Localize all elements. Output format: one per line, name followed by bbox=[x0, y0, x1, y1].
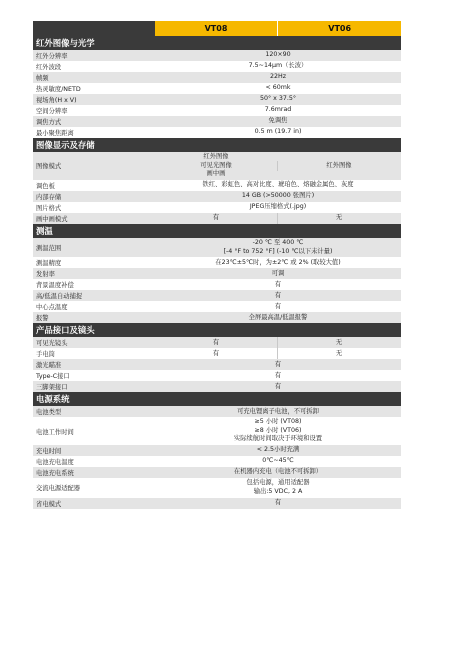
table-row bbox=[33, 417, 401, 445]
table-row bbox=[33, 61, 401, 72]
table-row bbox=[33, 301, 401, 312]
row-value: 可充电锂离子电池，不可拆卸 bbox=[237, 407, 319, 415]
row-value: JPEG压缩格式(.jpg) bbox=[249, 203, 307, 211]
row-label: 高/低温自动捕捉 bbox=[36, 293, 83, 301]
row-value: 7.5~14μm（长波） bbox=[248, 62, 308, 70]
row-label: 图像模式 bbox=[36, 163, 62, 171]
row-value: 有 bbox=[274, 291, 282, 299]
row-value: 有 bbox=[274, 498, 282, 506]
header-model-vt08: VT08 bbox=[155, 21, 278, 36]
header-model-vt06: VT06 bbox=[277, 21, 401, 36]
row-value: 有 bbox=[274, 302, 282, 310]
table-row bbox=[33, 152, 401, 180]
table-body bbox=[33, 36, 401, 509]
row-label: 内部存储 bbox=[36, 193, 62, 201]
row-label: 测温精度 bbox=[36, 260, 62, 268]
row-label: 视场角(H x V) bbox=[36, 97, 77, 104]
section-title: 测温 bbox=[33, 224, 401, 238]
row-value: 有 bbox=[274, 371, 282, 379]
row-label: 空间分辨率 bbox=[36, 108, 68, 115]
row-value: 全屏最高温/低温报警 bbox=[248, 313, 308, 321]
section-title: 图像显示及存储 bbox=[33, 138, 401, 152]
row-label: 热灵敏度/NETD bbox=[36, 86, 81, 93]
row-label: 图片格式 bbox=[36, 204, 62, 212]
row-label: 手电筒 bbox=[36, 351, 55, 359]
row-label: 背景温度补偿 bbox=[36, 282, 74, 290]
row-value-vt06: 无 bbox=[277, 337, 400, 348]
table-row bbox=[33, 279, 401, 290]
row-value: 22Hz bbox=[269, 73, 287, 81]
table-row bbox=[33, 72, 401, 83]
section-title: 产品接口及镜头 bbox=[33, 323, 401, 337]
table-row bbox=[33, 105, 401, 116]
row-label: Type-C接口 bbox=[36, 373, 70, 381]
table-row bbox=[33, 213, 401, 224]
row-label: 发射率 bbox=[36, 271, 55, 279]
row-value: 包括电源，通用适配器 输出:5 VDC, 2 A bbox=[246, 479, 310, 495]
row-value-vt08: 有 bbox=[212, 349, 220, 357]
table-row bbox=[33, 268, 401, 279]
row-value-vt06: 无 bbox=[277, 213, 400, 224]
row-label: 调焦方式 bbox=[36, 119, 62, 126]
row-value: 有 bbox=[274, 280, 282, 288]
row-label: 电池充电温度 bbox=[36, 459, 74, 467]
row-label: 帧频 bbox=[36, 75, 49, 82]
row-label: 充电时间 bbox=[36, 448, 62, 456]
row-value: 在23℃±5℃时，为±2℃ 或 2% (取较大值) bbox=[215, 258, 341, 266]
row-value: 0℃~45℃ bbox=[262, 457, 294, 465]
table-row bbox=[33, 478, 401, 497]
row-label: 可见光镜头 bbox=[36, 340, 68, 348]
row-value: 在机器内充电（电池不可拆卸） bbox=[233, 468, 323, 476]
table-row bbox=[33, 312, 401, 323]
header-blank-cell bbox=[33, 21, 155, 36]
row-value: < 60mk bbox=[265, 84, 291, 92]
row-value-vt08: 有 bbox=[212, 338, 220, 346]
row-label: 画中画模式 bbox=[36, 215, 68, 223]
row-value: 120×90 bbox=[265, 51, 291, 59]
table-row bbox=[33, 50, 401, 61]
row-value: 免调焦 bbox=[268, 117, 288, 125]
row-label: 省电模式 bbox=[36, 500, 62, 508]
row-label: 激光瞄准 bbox=[36, 362, 62, 370]
row-label: 红外波段 bbox=[36, 64, 62, 71]
row-value: 7.6mrad bbox=[264, 106, 292, 114]
row-value: -20 ℃ 至 400 ℃ [-4 °F to 752 °F] (-10 ℃以下未计量) bbox=[223, 239, 333, 255]
table-row bbox=[33, 180, 401, 191]
table-row bbox=[33, 127, 401, 138]
row-value: 50° x 37.5° bbox=[259, 95, 297, 103]
row-label: 红外分辨率 bbox=[36, 53, 68, 60]
row-value: ≥5 小时 (VT08) ≥8 小时 (VT06) 实际续航时间取决于环境和设置 bbox=[233, 418, 323, 443]
spec-table bbox=[33, 21, 401, 509]
row-value-vt06: 红外图像 bbox=[277, 161, 400, 172]
row-label: 电池类型 bbox=[36, 409, 62, 417]
table-row bbox=[33, 238, 401, 257]
section-title: 电源系统 bbox=[33, 392, 401, 406]
row-label: 报警 bbox=[36, 315, 49, 323]
row-value: 14 GB (>50000 张图片) bbox=[241, 192, 315, 200]
row-value: 有 bbox=[274, 360, 282, 368]
row-value: 0.5 m (19.7 in) bbox=[254, 128, 302, 136]
row-value: < 2.5小时充满 bbox=[256, 446, 300, 454]
row-value: 有 bbox=[274, 382, 282, 390]
table-row bbox=[33, 257, 401, 268]
row-label: 调色板 bbox=[36, 182, 55, 190]
table-row bbox=[33, 498, 401, 509]
row-label: 交流电源适配器 bbox=[36, 485, 81, 493]
table-row bbox=[33, 359, 401, 370]
row-label: 中心点温度 bbox=[36, 304, 68, 312]
table-row bbox=[33, 370, 401, 381]
table-row bbox=[33, 202, 401, 213]
row-value: 铁红、彩虹色、高对比度、琥珀色、熔融金属色、灰度 bbox=[202, 181, 354, 189]
row-value-vt08: 有 bbox=[212, 214, 220, 222]
row-value-vt06: 无 bbox=[277, 348, 400, 359]
section-title: 红外图像与光学 bbox=[33, 36, 401, 50]
row-value: 可调 bbox=[271, 269, 285, 277]
row-label: 电池工作时间 bbox=[36, 428, 74, 436]
table-row bbox=[33, 467, 401, 478]
row-label: 测温范围 bbox=[36, 245, 62, 253]
table-header bbox=[33, 21, 401, 36]
table-row bbox=[33, 337, 401, 348]
row-label: 最小聚焦距离 bbox=[36, 130, 74, 137]
table-row bbox=[33, 445, 401, 456]
table-row bbox=[33, 94, 401, 105]
table-row bbox=[33, 348, 401, 359]
table-row bbox=[33, 116, 401, 127]
table-row bbox=[33, 191, 401, 202]
table-row bbox=[33, 381, 401, 392]
table-row bbox=[33, 290, 401, 301]
table-row bbox=[33, 83, 401, 94]
row-label: 三脚架接口 bbox=[36, 384, 68, 392]
row-label: 电池充电系统 bbox=[36, 470, 74, 478]
table-row bbox=[33, 456, 401, 467]
table-row bbox=[33, 406, 401, 417]
row-value-vt08: 红外图像 可见光图像 画中画 bbox=[200, 153, 232, 178]
